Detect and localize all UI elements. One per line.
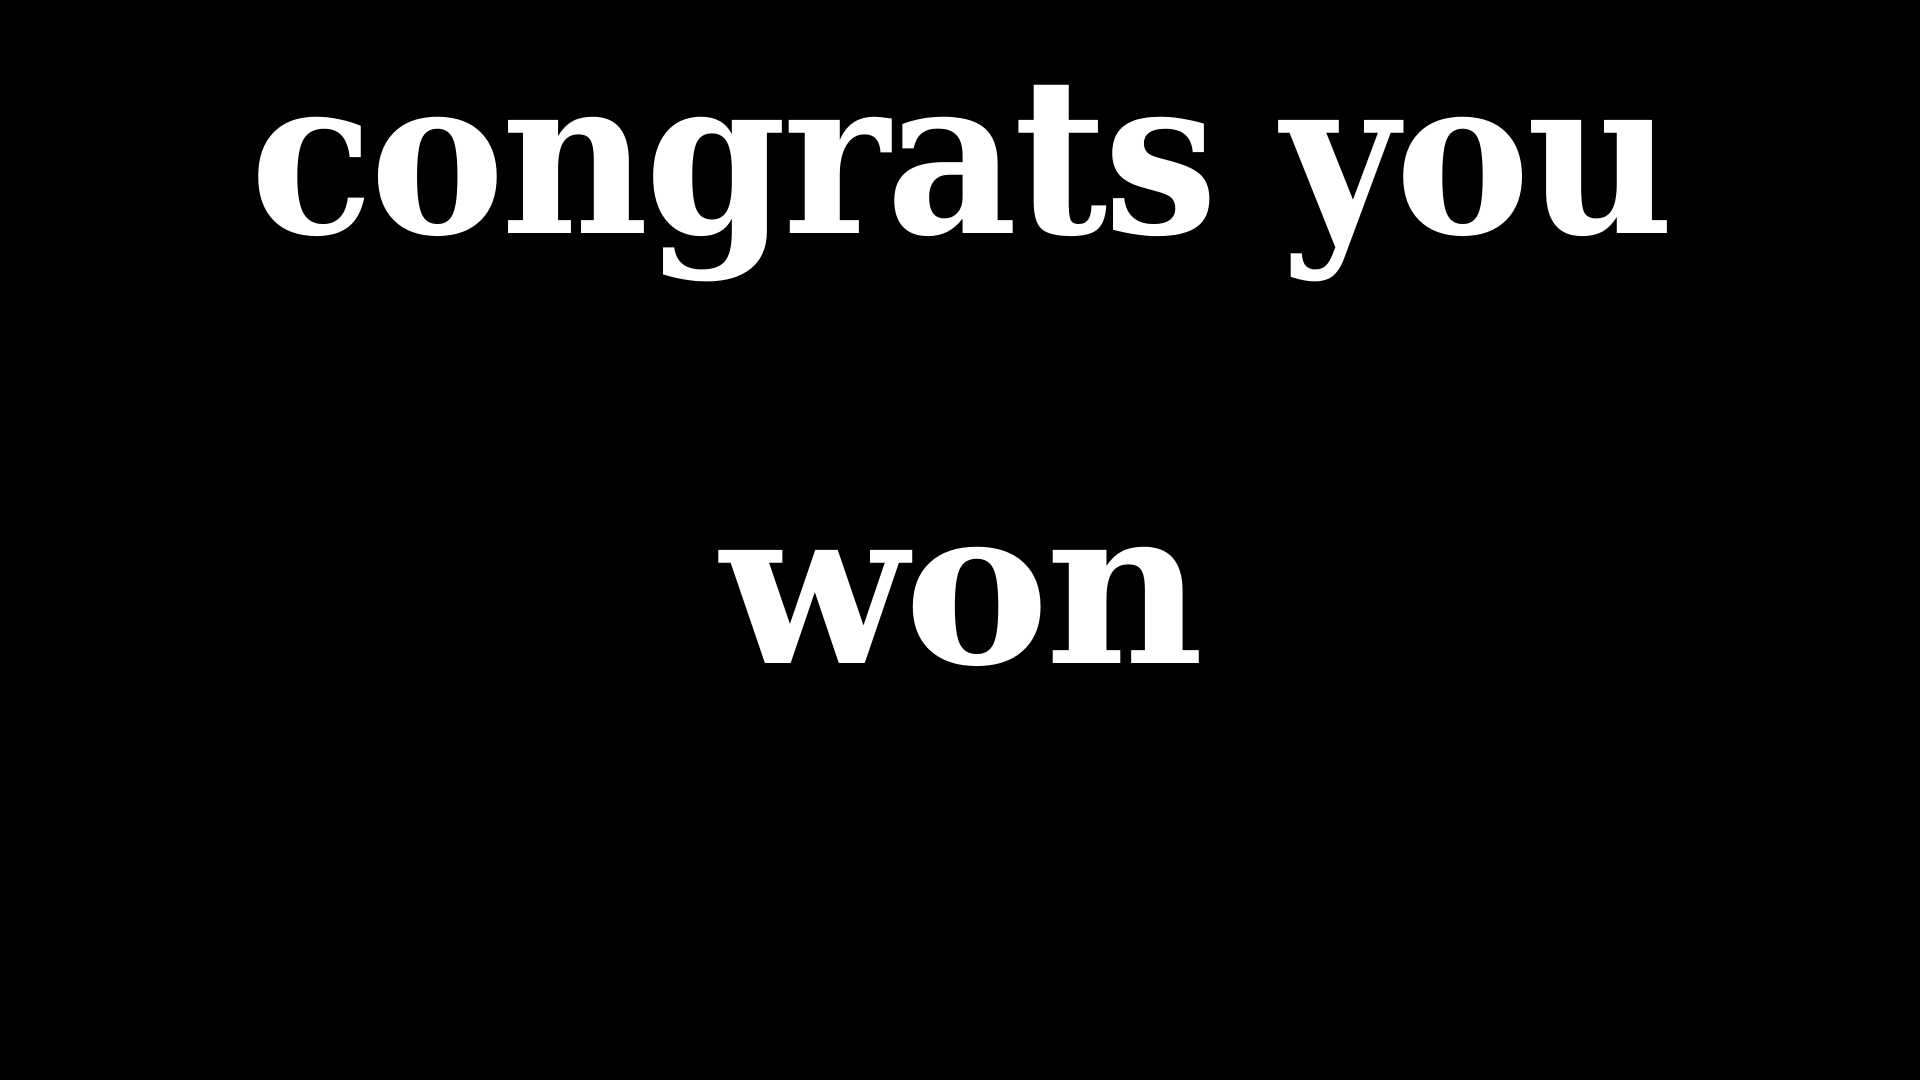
congrats-message-line-1: congrats you	[249, 29, 1671, 285]
congrats-message-line-2: won	[720, 459, 1200, 715]
